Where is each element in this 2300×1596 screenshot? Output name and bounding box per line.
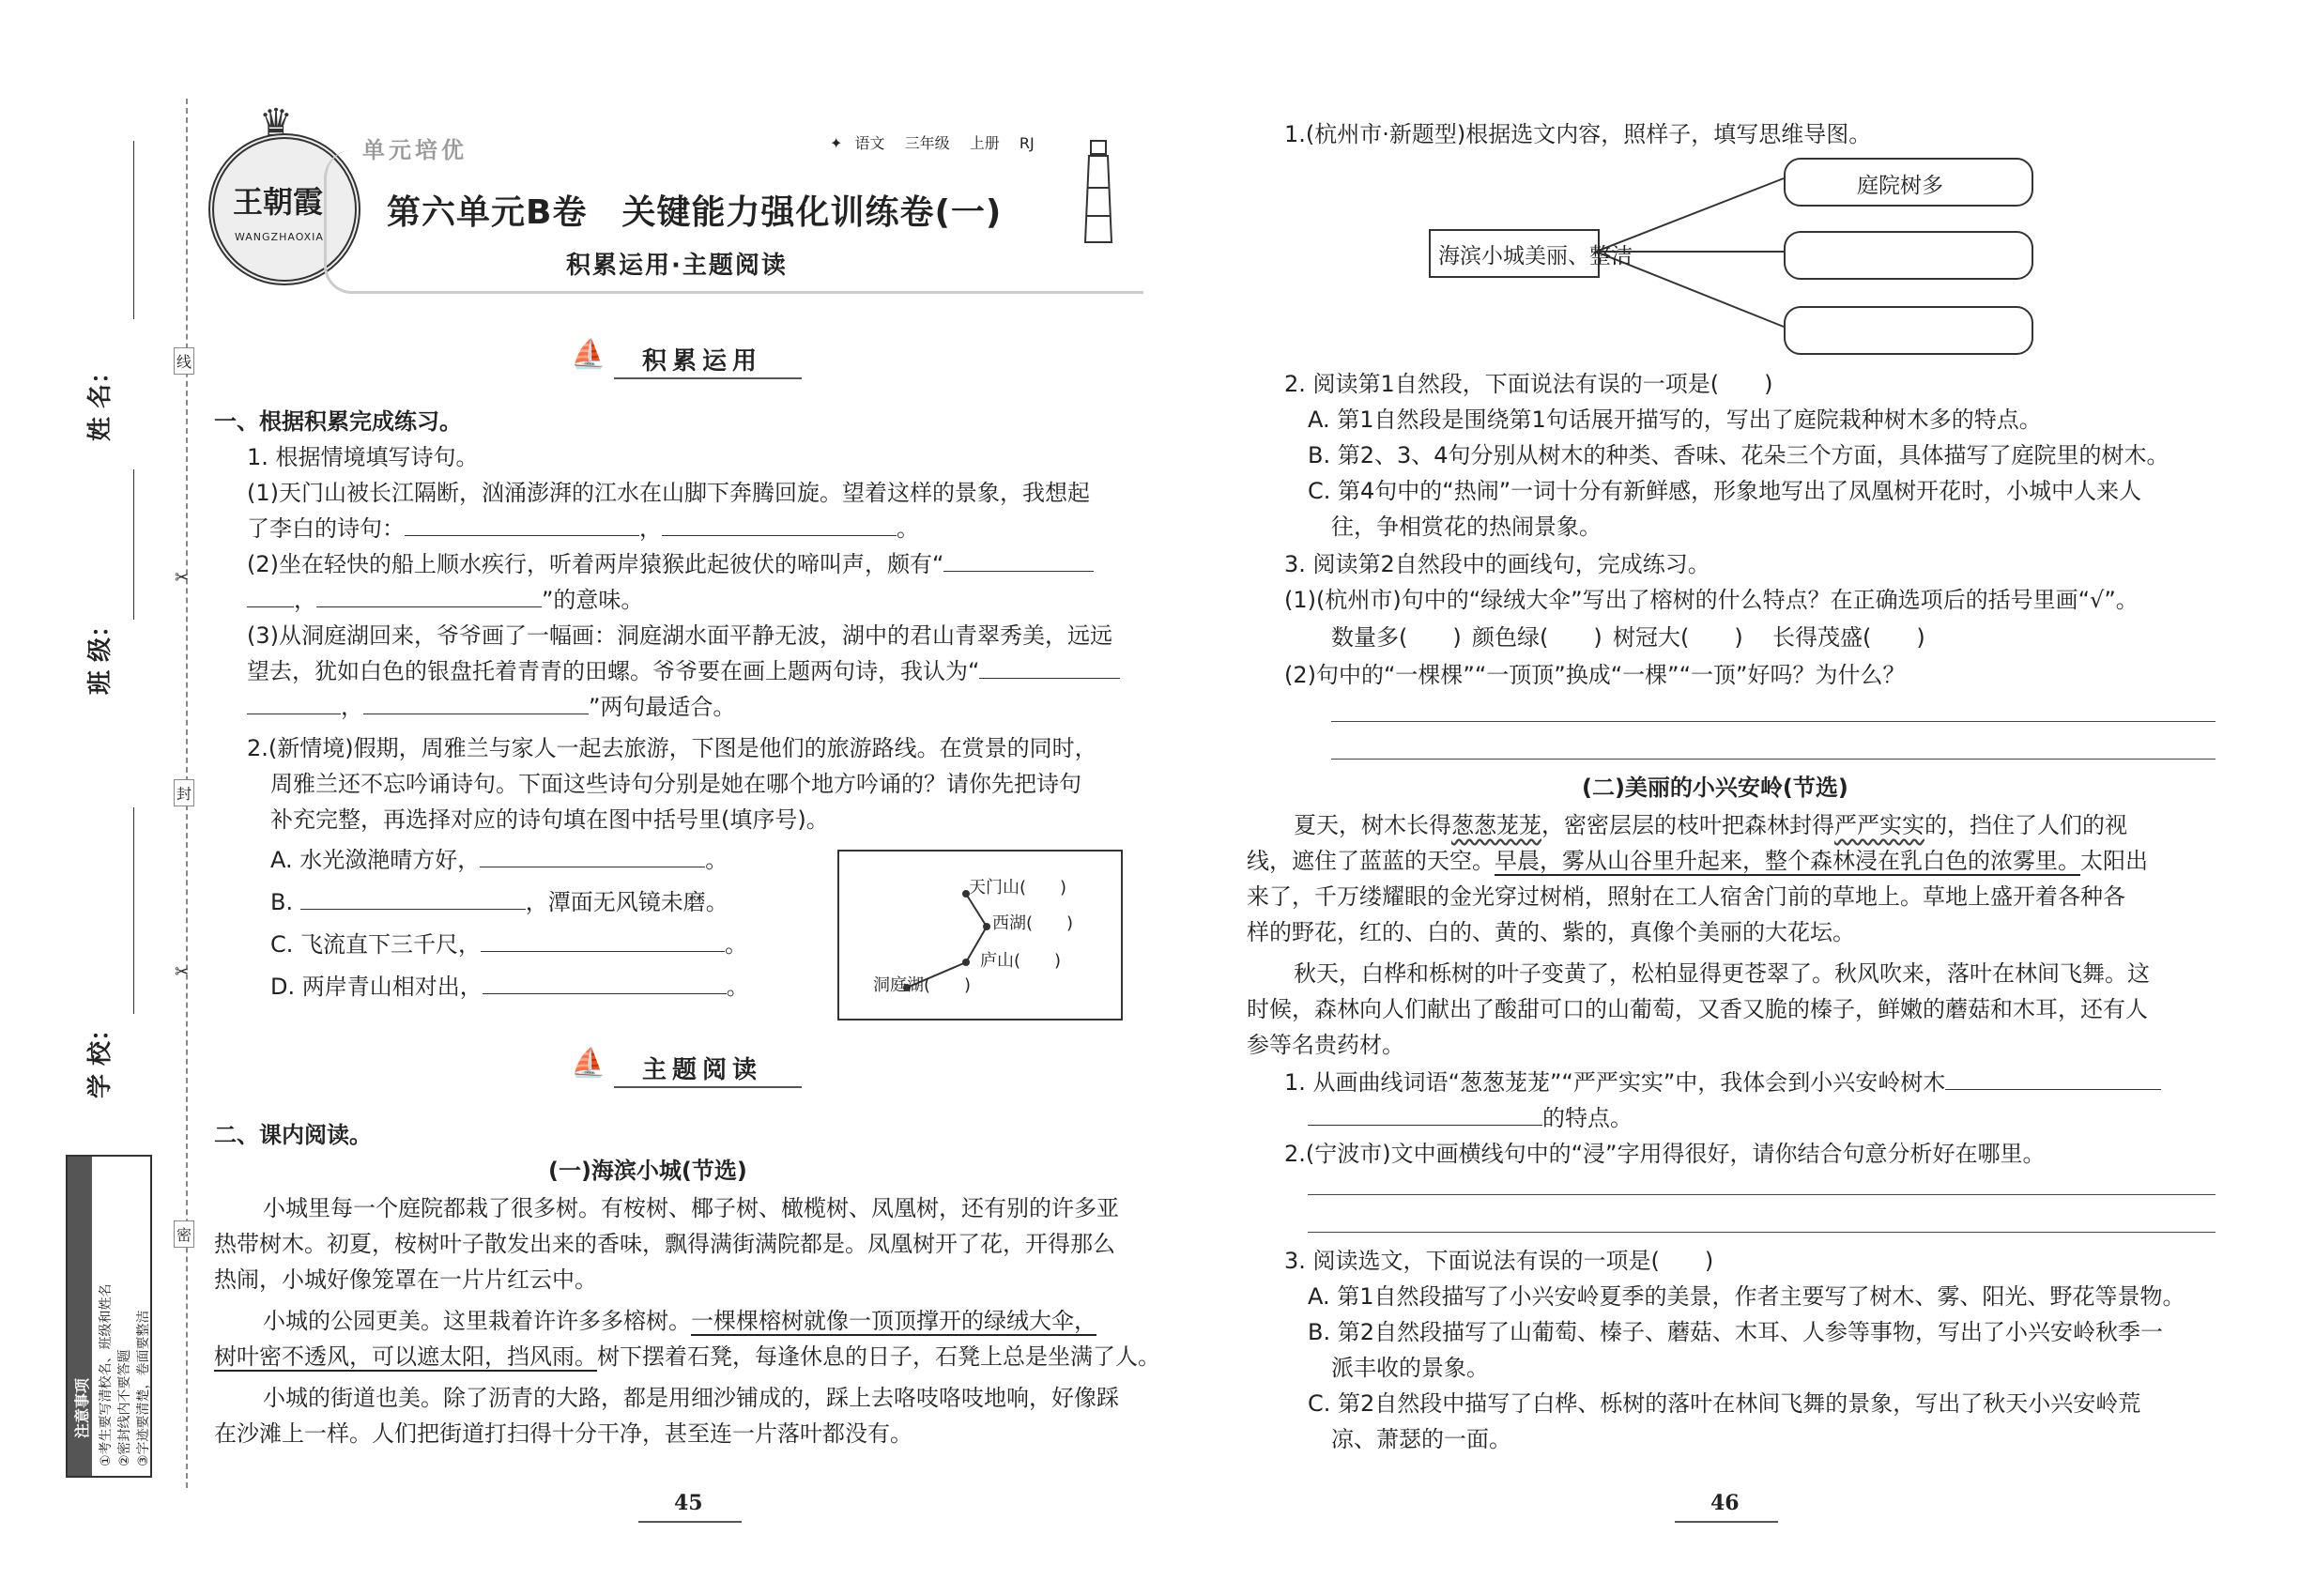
r2-q3-option-c2: 凉、萧瑟的一面。 — [1331, 1426, 1511, 1452]
text: B. — [270, 889, 300, 915]
wavy-word: 严严实实 — [1834, 812, 1924, 838]
answer-blank[interactable] — [662, 514, 897, 536]
text: 。 — [897, 515, 919, 542]
school-label: 学 校： — [86, 1016, 115, 1098]
passage2-para1-l2 — [1247, 843, 2148, 879]
notice-item: ①考生要写清校名、班级和姓名 — [99, 1283, 114, 1466]
lighthouse-icon — [1080, 131, 1117, 244]
text: ， — [294, 587, 316, 613]
section-header-reading — [571, 1047, 815, 1088]
notice-title: 注意事项 — [73, 1377, 91, 1438]
passage2-para2-l1: 秋天，白桦和栎树的叶子变黄了，松柏显得更苍翠了。秋风吹来，落叶在林间飞舞。这 — [1294, 960, 2150, 987]
text: 望去，犹如白色的银盘托着青青的田螺。爷爷要在画上题两句诗，我认为“ — [247, 658, 980, 684]
cut-mark-seal: 封 — [174, 779, 194, 806]
text: A. 水光潋滟晴方好， — [270, 847, 481, 873]
answer-blank[interactable] — [247, 693, 341, 714]
meta-term: 上册 — [969, 134, 1000, 152]
q1-1b-line1 — [247, 546, 1094, 582]
text: 树下摆着石凳，每逢休息的日子，石凳上总是坐满了人。 — [597, 1343, 1160, 1370]
r2-q1-line2 — [1308, 1100, 1633, 1136]
answer-blank[interactable] — [483, 973, 727, 994]
meta-edition: RJ — [1019, 134, 1035, 152]
r-q3-choice[interactable]: 树冠大( ) — [1613, 624, 1743, 651]
r-q2-option-a: A. 第1自然段是围绕第1句话展开描写的，写出了庭院栽种树木多的特点。 — [1308, 407, 2042, 433]
r-q3-2: (2)句中的“一棵棵”“一顶顶”换成“一棵”“一顶”好吗？为什么？ — [1284, 662, 1906, 688]
r-q2-option-c1: C. 第4句中的“热闹”一词十分有新鲜感，形象地写出了凤凰树开花时，小城中人来人 — [1308, 478, 2142, 504]
answer-line[interactable] — [1331, 721, 2216, 722]
name-label: 姓 名： — [86, 359, 115, 441]
text: 小城的公园更美。这里栽着许许多多榕树。 — [263, 1308, 691, 1334]
q2-line1: 2.(新情境)假期，周雅兰与家人一起去旅游，下图是他们的旅游路线。在赏景的同时， — [247, 735, 1097, 761]
cut-mark-line: 线 — [174, 347, 194, 375]
mind-node-2[interactable] — [1784, 231, 2033, 280]
r2-q3-option-b1: B. 第2自然段描写了山葡萄、榛子、蘑菇、木耳、人参等事物，写出了小兴安岭秋季一 — [1308, 1319, 2163, 1345]
notice-item: ②密封线内不要答题 — [117, 1349, 132, 1466]
passage2-para2-l2: 时候，森林向人们献出了酸甜可口的山葡萄，又香又脆的榛子，鲜嫩的蘑菇和木耳，还有人 — [1247, 996, 2148, 1022]
cut-mark-secret: 密 — [174, 1220, 194, 1248]
text: C. 飞流直下三千尺， — [270, 931, 482, 958]
wavy-word: 葱葱茏茏 — [1451, 812, 1541, 838]
map-label-tianmen: 天门山( ) — [969, 878, 1067, 898]
text: ， — [639, 515, 662, 542]
sailboat-icon: ⛵ — [571, 338, 606, 371]
passage1-para1-l2: 热带树木。初夏，桉树叶子散发出来的香味，飘得满街满院都是。凤凰树开了花，开得那么 — [214, 1231, 1115, 1257]
series-tag: 单元培优 — [362, 137, 468, 163]
section-title: 积累运用 — [642, 347, 763, 376]
passage1-para1-l3: 热闹，小城好像笼罩在一片片红云中。 — [214, 1266, 597, 1293]
text: 太阳出 — [2080, 848, 2148, 874]
passage2-para2-l3: 参等名贵药材。 — [1247, 1032, 1404, 1058]
text: ”两句最适合。 — [589, 694, 736, 720]
text: 1. 从画曲线词语“葱葱茏茏”“严严实实”中，我体会到小兴安岭树木 — [1284, 1069, 1946, 1096]
brand-name: 王朝霞 — [233, 184, 324, 220]
passage1-para2-l1 — [263, 1303, 1096, 1339]
notice-box — [66, 1155, 152, 1478]
passage1-para1-l1: 小城里每一个庭院都栽了很多树。有桉树、椰子树、橄榄树、凤凰树，还有别的许多亚 — [263, 1195, 1119, 1221]
text: (2)坐在轻快的船上顺水疾行，听着两岸猿猴此起彼伏的啼叫声，颇有“ — [247, 551, 944, 577]
underlined-sentence: 树叶密不透风，可以遮太阳，挡风雨。 — [214, 1343, 597, 1370]
r-q3-choice[interactable]: 数量多( ) — [1331, 624, 1462, 651]
class-field — [86, 469, 167, 695]
answer-blank[interactable] — [405, 514, 639, 536]
text: 。 — [725, 931, 748, 958]
sailboat-icon: ⛵ — [571, 1047, 606, 1080]
page-subtitle: 积累运用·主题阅读 — [566, 252, 788, 280]
r-q3: 3. 阅读第2自然段中的画线句，完成练习。 — [1284, 551, 1710, 577]
text: D. 两岸青山相对出， — [270, 974, 483, 1000]
r2-q1-line1 — [1284, 1065, 2161, 1100]
q1-1: 1. 根据情境填写诗句。 — [247, 444, 479, 470]
q1-1c-line2 — [247, 653, 1120, 689]
school-field — [86, 807, 167, 1098]
page-ornament — [1675, 1521, 1778, 1523]
q1-1c-line1: (3)从洞庭湖回来，爷爷画了一幅画：洞庭湖水面平静无波，湖中的君山青翠秀美，远远 — [247, 622, 1112, 649]
page-number-left: 45 — [674, 1491, 703, 1515]
page-number-right: 46 — [1710, 1491, 1740, 1515]
passage1-para3-l2: 在沙滩上一样。人们把街道打扫得十分干净，甚至连一片落叶都没有。 — [214, 1420, 912, 1447]
passage1-title: (一)海滨小城(节选) — [548, 1158, 747, 1184]
r-q2-option-b: B. 第2、3、4句分别从树木的种类、香味、花朵三个方面，具体描写了庭院里的树木。 — [1308, 442, 2170, 468]
text: ， — [341, 694, 363, 720]
text: 。 — [705, 847, 728, 873]
brand-sub: WANGZHAOXIA — [235, 231, 324, 243]
mind-node-1 — [1784, 158, 2033, 207]
text: 了李白的诗句： — [247, 515, 405, 542]
r-q3-choice[interactable]: 颜色绿( ) — [1472, 624, 1602, 651]
q1-1a-line2 — [247, 511, 919, 546]
meta-subject: 语文 — [854, 134, 885, 152]
text: ”的意味。 — [542, 587, 644, 613]
r-q3-1: (1)(杭州市)句中的“绿绒大伞”写出了榕树的什么特点？在正确选项后的括号里画“√”。 — [1284, 587, 2139, 613]
text: 的，挡住了人们的视 — [1924, 812, 2127, 838]
root-label: 海滨小城美丽、整洁 — [1438, 244, 1633, 269]
answer-line[interactable] — [1308, 1232, 2216, 1233]
q2-option-b — [270, 884, 728, 920]
answer-line[interactable] — [1331, 759, 2216, 760]
answer-blank[interactable] — [481, 930, 725, 952]
route-map — [837, 850, 1123, 1021]
q2-option-a — [270, 842, 728, 878]
section-header-accumulation — [571, 338, 815, 379]
underlined-sentence: 早晨，雾从山谷里升起来，整个森林浸在乳白色的浓雾里。 — [1495, 848, 2080, 874]
q2-heading: 二、课内阅读。 — [214, 1122, 372, 1148]
answer-blank[interactable] — [943, 550, 1094, 572]
q1-heading: 一、根据积累完成练习。 — [214, 408, 462, 435]
mind-node-3[interactable] — [1784, 306, 2033, 355]
passage2-para1-l1 — [1294, 807, 2127, 843]
text: 的特点。 — [1542, 1105, 1633, 1131]
passage2-para1-l3: 来了，千万缕耀眼的金光穿过树梢，照射在工人宿舍门前的草地上。草地上盛开着各种各 — [1247, 883, 2125, 910]
page-title: 第六单元B卷 关键能力强化训练卷(一) — [387, 193, 1003, 232]
text: 夏天，树木长得 — [1294, 812, 1451, 838]
r-q1: 1.(杭州市·新题型)根据选文内容，照样子，填写思维导图。 — [1284, 121, 1872, 147]
q2-line2: 周雅兰还不忘吟诵诗句。下面这些诗句分别是她在哪个地方吟诵的？请你先把诗句 — [270, 771, 1081, 797]
notice-item: ③字迹要清楚，卷面要整洁 — [136, 1310, 151, 1466]
map-label-lushan: 庐山( ) — [980, 951, 1062, 971]
underlined-sentence: 一棵棵榕树就像一顶顶撑开的绿绒大伞， — [691, 1308, 1096, 1334]
text: ，密密层层的枝叶把森林封得 — [1541, 812, 1834, 838]
answer-blank[interactable] — [480, 846, 705, 867]
answer-blank[interactable] — [1945, 1068, 2161, 1090]
map-label-xihu: 西湖( ) — [992, 913, 1074, 933]
answer-blank[interactable] — [979, 657, 1120, 679]
class-label: 班 级： — [86, 612, 115, 695]
answer-blank[interactable] — [316, 586, 542, 607]
name-field — [86, 141, 167, 441]
r-q3-choice[interactable]: 长得茂盛( ) — [1772, 624, 1925, 651]
r-q2: 2. 阅读第1自然段，下面说法有误的一项是( ) — [1284, 371, 1773, 397]
passage1-para2-l2 — [214, 1339, 1160, 1374]
answer-blank[interactable] — [300, 888, 526, 910]
answer-blank[interactable] — [1308, 1104, 1542, 1126]
passage2-title: (二)美丽的小兴安岭(节选) — [1582, 775, 1848, 801]
q2-line3: 补充完整，再选择对应的诗句填在图中括号里(填序号)。 — [270, 806, 829, 833]
q1-1b-line2 — [247, 582, 643, 618]
r2-q3-option-a: A. 第1自然段描写了小兴安岭夏季的美景，作者主要写了树木、雾、阳光、野花等景物。 — [1308, 1283, 2185, 1310]
scissor-icon: ✂ — [175, 962, 190, 982]
r2-q2: 2.(宁波市)文中画横线句中的“浸”字用得很好，请你结合句意分析好在哪里。 — [1284, 1141, 2046, 1167]
sparkle-icon: ✦ — [830, 134, 843, 152]
r2-q3-option-b2: 派丰收的景象。 — [1331, 1355, 1489, 1381]
meta-grade: 三年级 — [904, 134, 950, 152]
q2-option-d — [270, 969, 749, 1005]
answer-blank[interactable] — [247, 586, 294, 607]
r2-q3-option-c1: C. 第2自然段中描写了白桦、栎树的落叶在林间飞舞的景象，写出了秋天小兴安岭荒 — [1308, 1390, 2141, 1417]
q1-1a-line1: (1)天门山被长江隔断，汹涌澎湃的江水在山脚下奔腾回旋。望着这样的景象，我想起 — [247, 480, 1090, 506]
mind-map-root — [1429, 229, 1633, 278]
section-title: 主题阅读 — [642, 1056, 763, 1084]
q2-option-c — [270, 927, 747, 962]
passage1-para3-l1: 小城的街道也美。除了沥青的大路，都是用细沙铺成的，踩上去咯吱咯吱地响，好像踩 — [263, 1385, 1119, 1411]
crown-icon: ♛ — [259, 101, 293, 145]
passage2-para1-l4: 样的野花，红的、白的、黄的、紫的，真像个美丽的大花坛。 — [1247, 919, 1855, 945]
q1-1c-line3 — [247, 689, 735, 725]
scissor-icon: ✂ — [175, 568, 190, 588]
answer-line[interactable] — [1308, 1194, 2216, 1195]
answer-blank[interactable] — [363, 693, 589, 714]
map-label-dongting: 洞庭湖( ) — [873, 975, 972, 995]
r-q2-option-c2: 往，争相赏花的热闹景象。 — [1331, 514, 1602, 540]
page-ornament — [638, 1521, 742, 1523]
text: ，潭面无风镜未磨。 — [525, 889, 728, 915]
text: 线，遮住了蓝蓝的天空。 — [1247, 848, 1495, 874]
r2-q3: 3. 阅读选文，下面说法有误的一项是( ) — [1284, 1248, 1714, 1274]
meta-row — [830, 131, 1035, 153]
node-label: 庭院树多 — [1857, 174, 1943, 198]
text: 。 — [726, 974, 749, 1000]
